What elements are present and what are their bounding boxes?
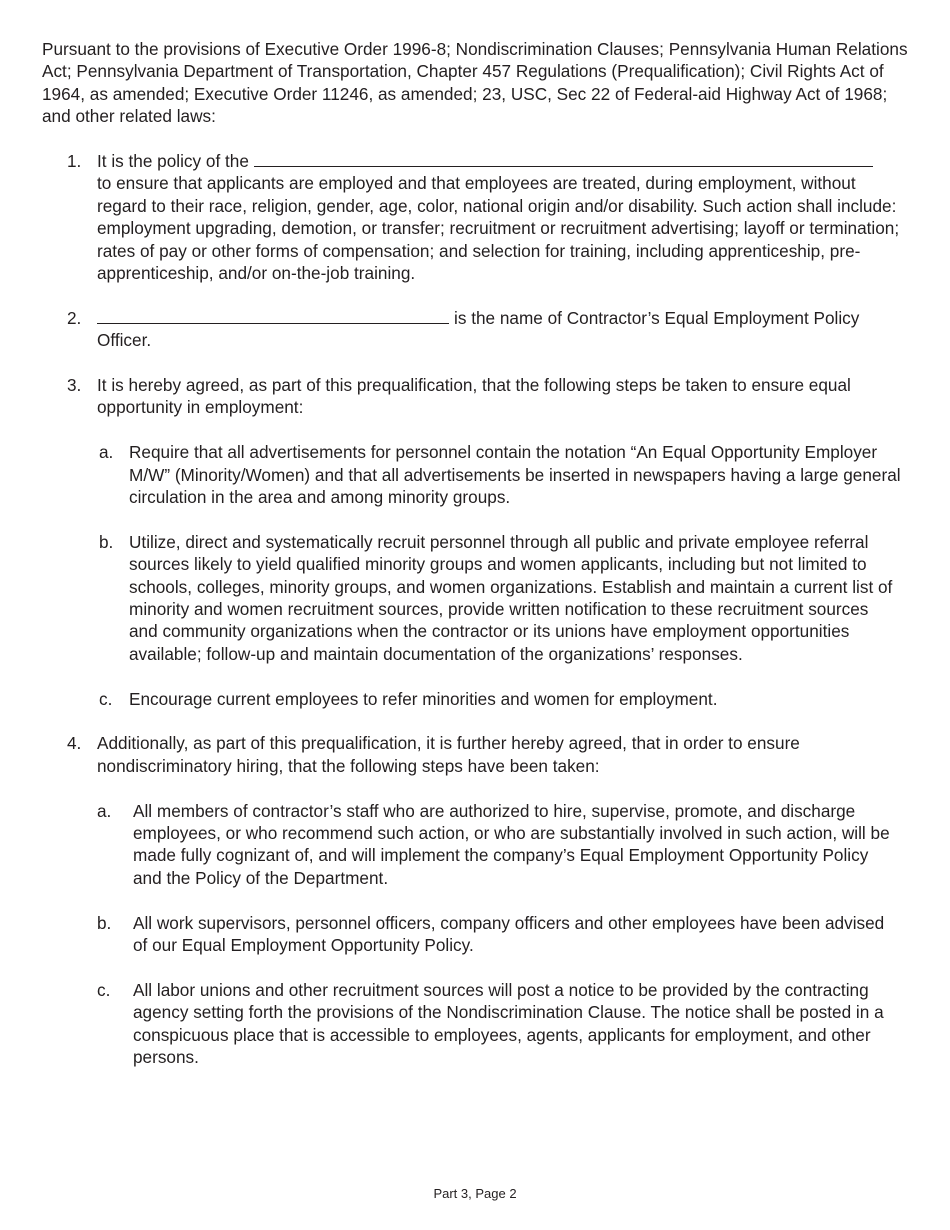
list-item-2 [0,307,901,352]
list-item-1 [0,150,901,284]
item-4-text: Additionally, as part of this prequalification, it is further hereby agreed, that in order to ensure nondiscriminatory hiring, that the following steps have been taken: [97,733,800,776]
item-3-text: It is hereby agreed, as part of this prequalification, that the following steps be taken to ensure equal opportunity in employment: [97,375,851,418]
sub-item-4a [0,800,893,890]
item-2-text: is the name of Contractor’s Equal Employment Policy Officer. [97,307,860,351]
sub-item-4c [0,979,893,1069]
sub-letter: b. [99,531,114,552]
sub-letter: a. [99,442,114,463]
numbered-list [0,150,950,1091]
page-footer: Part 3, Page 2 [433,1186,517,1201]
sub-letter: a. [97,800,112,821]
sub-item-4b [0,912,893,957]
item-number: 1. [67,151,82,171]
item-1-first-line [97,150,901,172]
sub-item-text: All work supervisors, personnel officers, company officers and other employees have been advised of our Equal Employment Opportunity Policy. [133,912,885,956]
item-number: 4. [67,733,82,754]
sub-item-3b [0,531,901,665]
sub-item-text: All labor unions and other recruitment sources will post a notice to be provided by the contracting agency setting forth the provisions of the Nondiscrimination Clause. The notice shall be posted in a conspicuous place that is accessible to employees, agents, applicants for employment, and other persons. [133,979,884,1068]
sub-item-text: Require that all advertisements for personnel contain the notation “An Equal Opportunity Employer M/W” (Minority/Women) and that all advertisements be inserted in newspapers having a large general circulation in the area and among minority groups. [129,442,901,508]
sub-letter: c. [97,979,111,1000]
item-1-lead: It is the policy of the [97,151,249,171]
sub-item-text: Encourage current employees to refer minorities and women for employment. [129,688,718,709]
item-number: 2. [67,307,82,328]
officer-name-blank[interactable] [97,307,449,324]
sub-item-3c [0,688,901,710]
list-item-3 [0,374,903,419]
sub-item-text: Utilize, direct and systematically recruit personnel through all public and private employee referral sources likely to yield qualified minority groups and women applicants, including but not limited to schools, colleges, minority groups, and women organizations. Establish and maintain a current list of minority and women recruitment sources, provide written notification to these recruitment sources and community organizations when the contractor or its unions have employment opportunities available; follow-up and maintain documentation of the organizations’ responses. [129,531,893,664]
item-1-text: to ensure that applicants are employed and that employees are treated, during employment, without regard to their race, religion, gender, age, color, national origin and/or disability. Such action shall include: employment upgrading, demotion, or transfer; recruitment or recruitment advertising; layoff or termination; rates of pay or other forms of compensation; and selection for training, including apprenticeship, pre-apprenticeship, and/or on-the-job training. [97,173,900,284]
sub-letter: c. [99,688,113,709]
item-number: 3. [67,375,82,396]
sub-item-3a [0,441,901,508]
sub-letter: b. [97,912,112,933]
organization-name-blank[interactable] [254,150,873,167]
list-item-4 [0,732,901,777]
sub-item-text: All members of contractor’s staff who are authorized to hire, supervise, promote, and discharge employees, or who recommend such action, or who are substantially involved in such action, will be made fully cognizant of, and will implement the company’s Equal Employment Opportunity Policy and the Policy of the Department. [133,800,890,888]
intro-paragraph: Pursuant to the provisions of Executive Order 1996-8; Nondiscrimination Clauses; Pennsylvania Human Relations Act; Pennsylvania Department of Transportation, Chapter 457 Regulations (Prequalification); Civil Rights Act of 1964, as amended; Executive Order 11246, as amended; 23, USC, Sec 22 of Federal-aid Highway Act of 1968; and other related laws: [42,39,908,127]
